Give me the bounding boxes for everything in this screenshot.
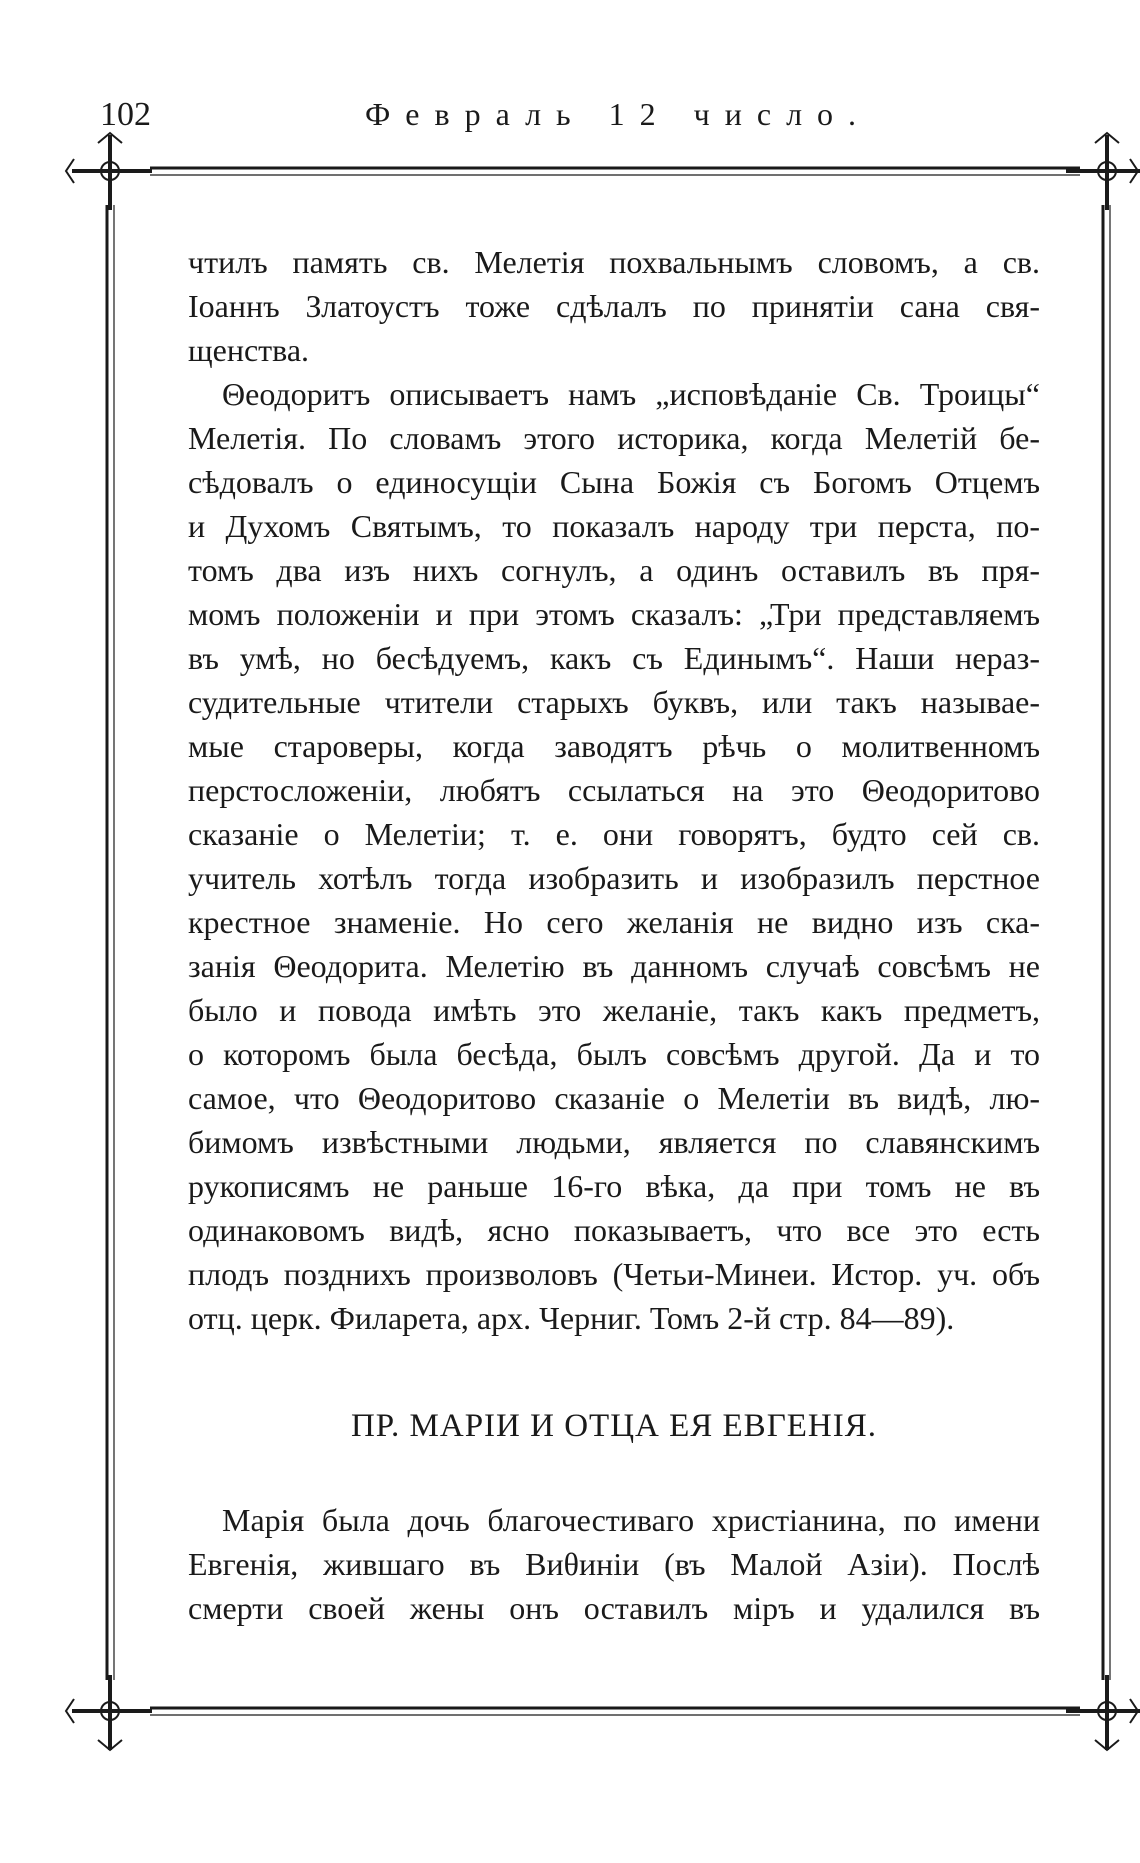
text-line: момъ положеніи и при этомъ сказалъ: „Три представляемъ: [188, 596, 1040, 632]
paragraph: [188, 240, 1040, 372]
paragraph: [188, 372, 1040, 1340]
text-line: сѣдовалъ о единосущіи Сына Божія съ Богомъ Отцемъ: [188, 464, 1040, 500]
text-line: Θеодоритъ описываетъ намъ „исповѣданіе Св. Троицы“: [222, 376, 1040, 412]
text-line: Евгенія, жившаго въ Виθиніи (въ Малой Азіи). Послѣ: [188, 1546, 1040, 1582]
text-line: мые староверы, когда заводятъ рѣчь о молитвенномъ: [188, 728, 1040, 764]
section-heading: ПР. МАРІИ И ОТЦА ЕЯ ЕВГЕНІЯ.: [350, 1408, 878, 1444]
text-line: крестное знаменіе. Но сего желанія не видно изъ ска-: [188, 904, 1040, 940]
text-line: Іоаннъ Златоустъ тоже сдѣлалъ по принятіи сана свя-: [188, 288, 1040, 324]
text-line: сказаніе о Мелетіи; т. е. они говорятъ, будто сей св.: [188, 816, 1040, 852]
text-line: смерти своей жены онъ оставилъ міръ и удалился въ: [188, 1590, 1040, 1626]
corner-ornament-top-right: [1066, 133, 1140, 210]
text-line: томъ два изъ нихъ согнулъ, а одинъ оставилъ въ пря-: [188, 552, 1040, 588]
text-line: самое, что Θеодоритово сказаніе о Мелетіи въ видѣ, лю-: [188, 1080, 1040, 1116]
text-line: плодъ позднихъ произволовъ (Четьи-Минеи. Истор. уч. объ: [188, 1256, 1040, 1292]
text-line: щенства.: [188, 332, 310, 368]
text-line: учитель хотѣлъ тогда изобразить и изобразилъ перстное: [188, 860, 1040, 896]
text-line: Мелетія. По словамъ этого историка, когда Мелетій бе-: [188, 420, 1040, 456]
page-number: 102: [100, 96, 151, 133]
corner-ornament-top-left: [66, 133, 152, 210]
text-line: перстосложеніи, любятъ ссылаться на это Θеодоритово: [188, 772, 1040, 808]
text-line: Марія была дочь благочестиваго христіанина, по имени: [222, 1502, 1040, 1538]
text-line: и Духомъ Святымъ, то показалъ народу три перста, по-: [188, 508, 1040, 544]
text-line: было и повода имѣть это желаніе, такъ какъ предметъ,: [188, 992, 1040, 1028]
body-text: [188, 240, 1040, 1630]
text-line: судительные чтители старыхъ буквъ, или такъ называе-: [188, 684, 1040, 720]
text-line: о которомъ была бесѣда, былъ совсѣмъ другой. Да и то: [188, 1036, 1040, 1072]
text-line: въ умѣ, но бесѣдуемъ, какъ съ Единымъ“. Наши нераз-: [188, 640, 1040, 676]
text-line: бимомъ извѣстными людьми, является по славянскимъ: [188, 1124, 1040, 1160]
running-title: Февраль 12 число.: [365, 96, 872, 132]
text-line: чтилъ память св. Мелетія похвальнымъ словомъ, а св.: [188, 244, 1040, 280]
text-line: одинаковомъ видѣ, ясно показываетъ, что все это есть: [188, 1212, 1040, 1248]
text-line: рукописямъ не раньше 16-го вѣка, да при томъ не въ: [188, 1168, 1040, 1204]
corner-ornament-bottom-right: [1066, 1675, 1140, 1750]
text-line: отц. церк. Филарета, арх. Черниг. Томъ 2-й стр. 84—89).: [188, 1300, 955, 1336]
text-line: занія Θеодорита. Мелетію въ данномъ случаѣ совсѣмъ не: [188, 948, 1040, 984]
paragraph: [188, 1498, 1040, 1630]
corner-ornament-bottom-left: [66, 1675, 152, 1750]
